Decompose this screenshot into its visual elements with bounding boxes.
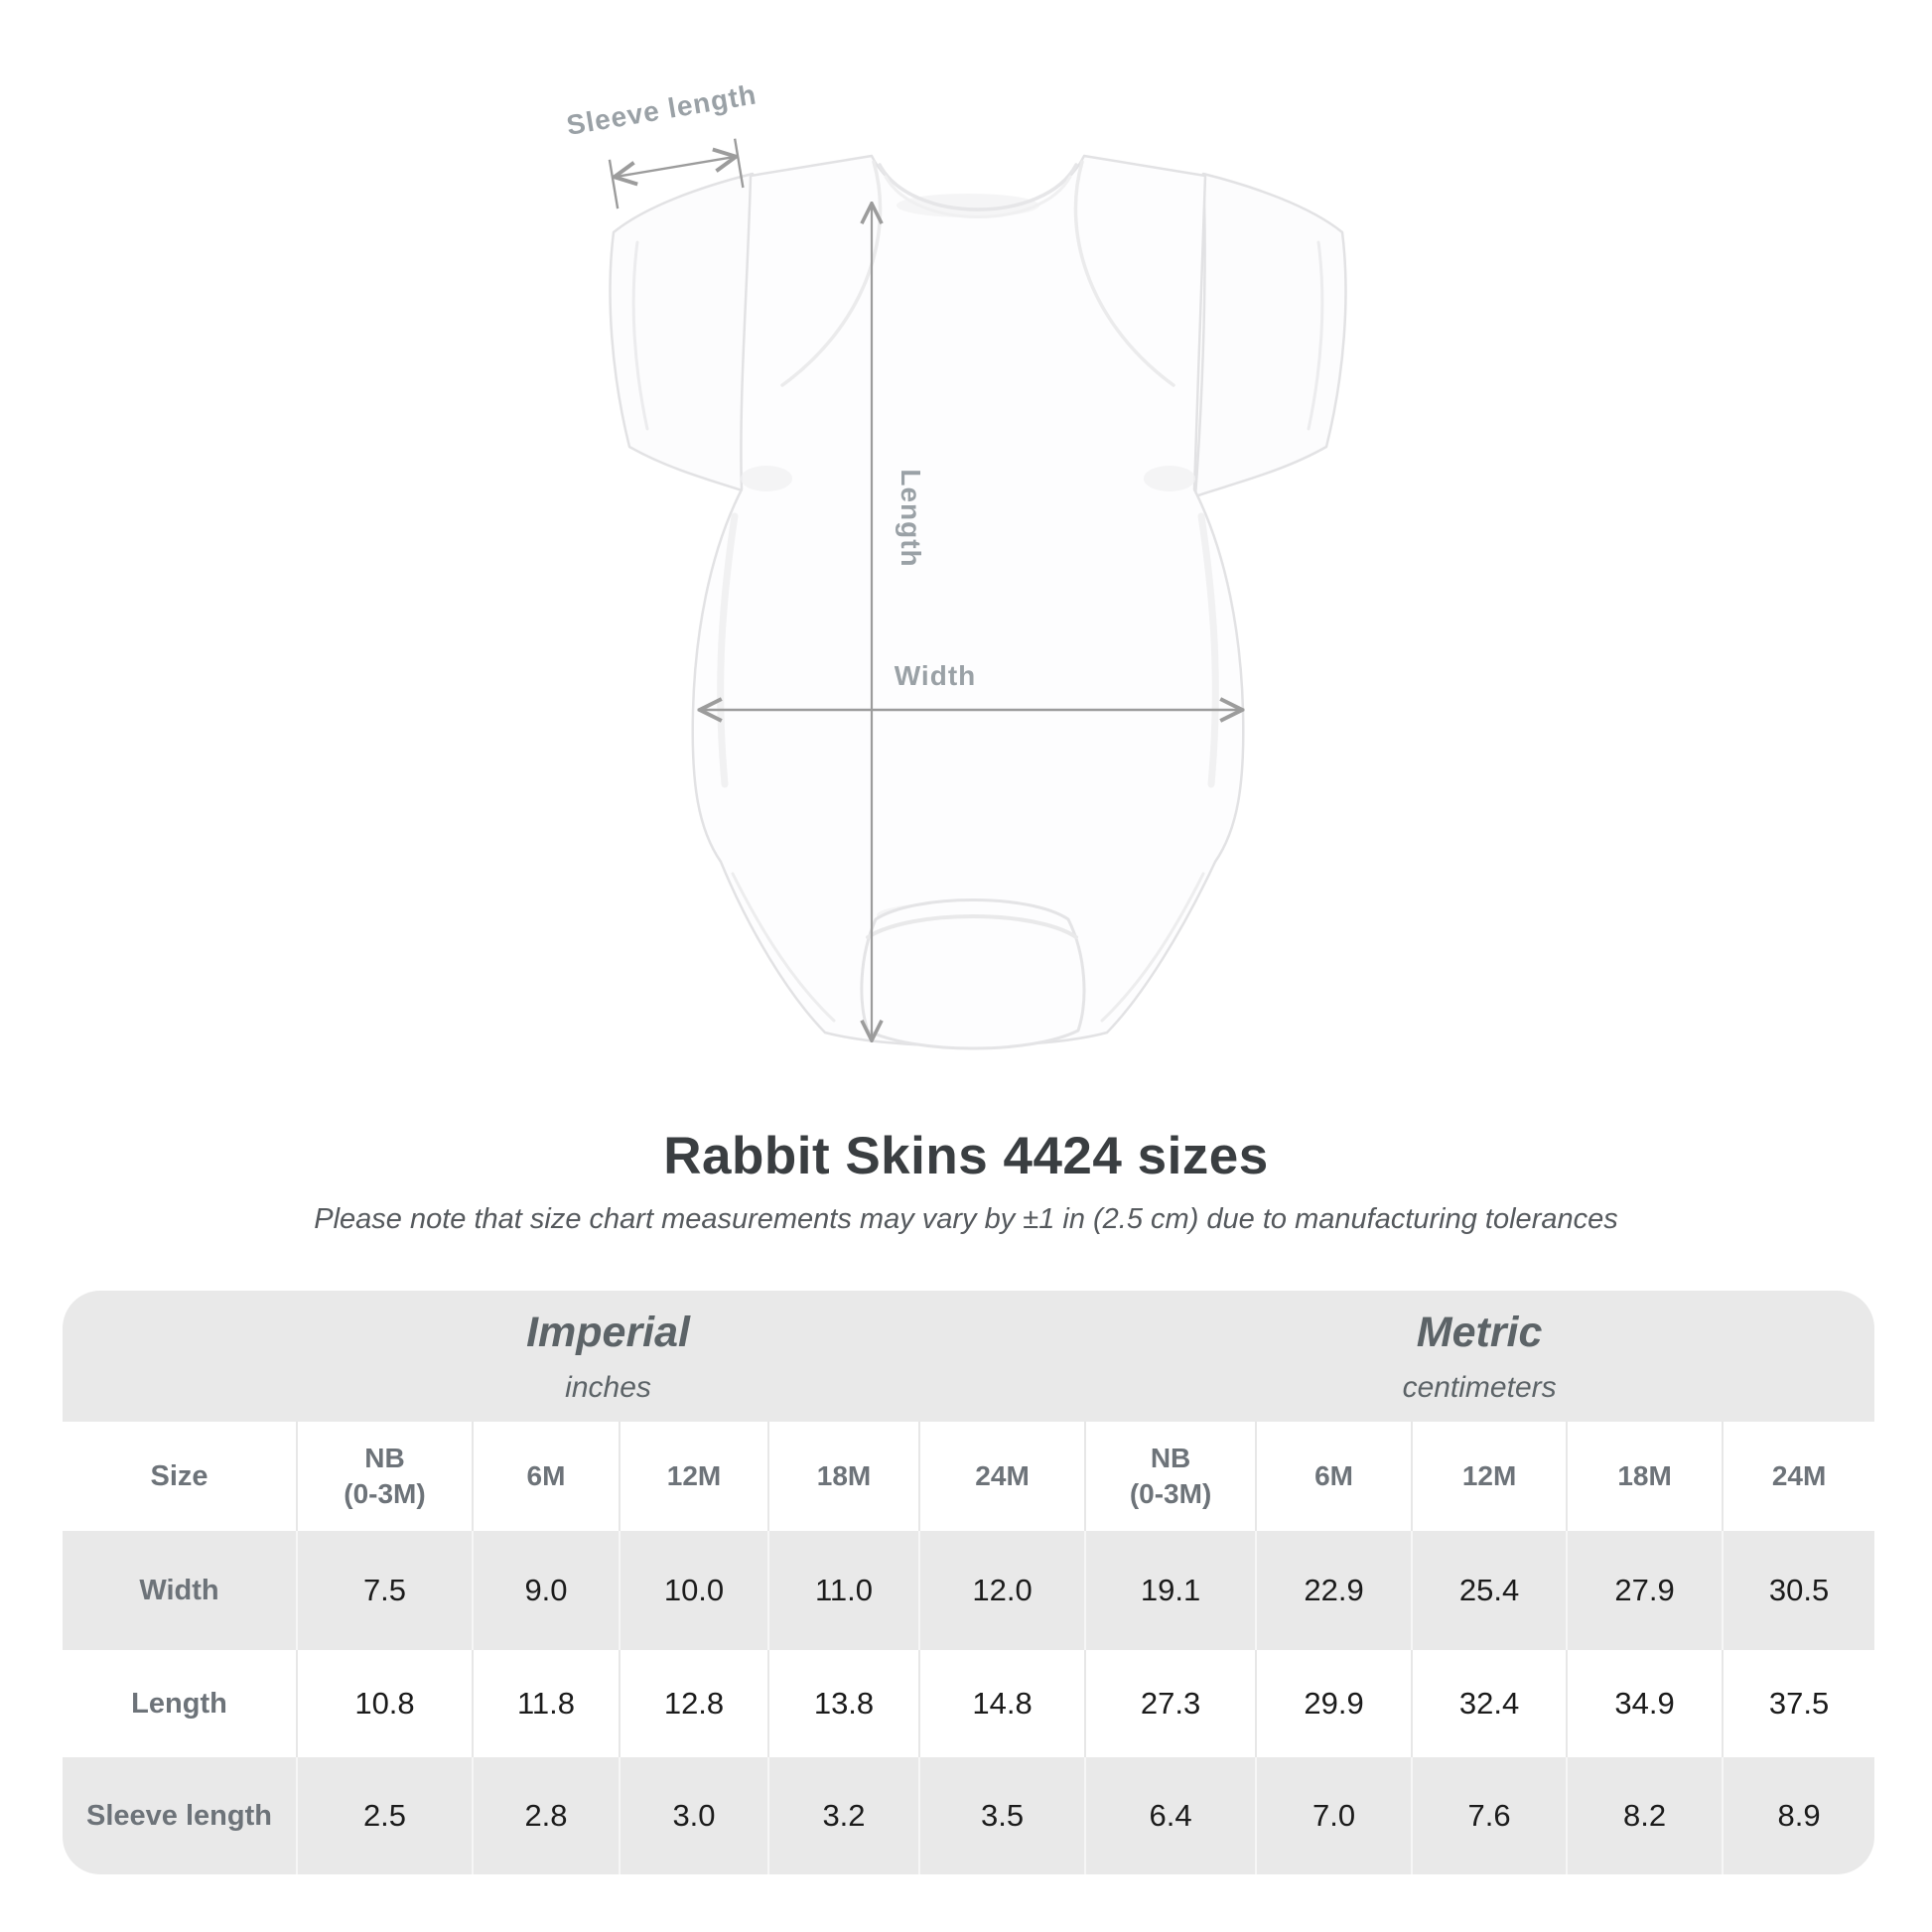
value: 3.2 [822, 1798, 866, 1833]
col-label: 18M [816, 1460, 872, 1491]
data-cell [1411, 1757, 1566, 1874]
row-label-cell [63, 1757, 296, 1874]
data-cell [1084, 1757, 1255, 1874]
col-header-nb-imperial [296, 1422, 472, 1531]
value: 22.9 [1304, 1573, 1364, 1607]
value: 3.0 [672, 1798, 716, 1833]
value: 10.8 [354, 1686, 415, 1721]
col-label: NB [1150, 1443, 1191, 1473]
col-header-18m-metric [1566, 1422, 1722, 1531]
value: 27.9 [1614, 1573, 1675, 1607]
data-cell [1722, 1757, 1874, 1874]
col-label: 12M [666, 1460, 722, 1491]
value: 25.4 [1458, 1573, 1520, 1607]
row-label: Width [139, 1574, 219, 1606]
data-cell [1722, 1531, 1874, 1650]
value: 8.9 [1777, 1798, 1821, 1833]
col-label: 24M [975, 1460, 1030, 1491]
col-label: 24M [1771, 1460, 1827, 1491]
data-cell [918, 1531, 1084, 1650]
col-header-6m-metric [1255, 1422, 1411, 1531]
metric-label: Metric [1416, 1308, 1543, 1356]
col-label: 6M [1314, 1460, 1354, 1491]
value: 8.2 [1623, 1798, 1667, 1833]
value: 27.3 [1140, 1686, 1201, 1721]
col-header-6m-imperial [472, 1422, 619, 1531]
value: 10.0 [663, 1573, 725, 1607]
col-header-18m-imperial [767, 1422, 918, 1531]
value: 34.9 [1614, 1686, 1675, 1721]
column-header-row [63, 1422, 1874, 1531]
value: 13.8 [813, 1686, 875, 1721]
col-header-24m-imperial [918, 1422, 1084, 1531]
size-table [63, 1291, 1874, 1874]
data-cell [296, 1531, 472, 1650]
data-cell [767, 1757, 918, 1874]
data-cell [472, 1650, 619, 1757]
col-header-24m-metric [1722, 1422, 1874, 1531]
length-label: Length [896, 469, 926, 568]
col-label: 6M [526, 1460, 566, 1491]
data-cell [1566, 1650, 1722, 1757]
col-header-12m-imperial [619, 1422, 767, 1531]
table-row-width [63, 1531, 1874, 1650]
col-label: 12M [1461, 1460, 1517, 1491]
data-cell [296, 1757, 472, 1874]
page-title: Rabbit Skins 4424 sizes [663, 1127, 1269, 1185]
col-label: 18M [1617, 1460, 1672, 1491]
data-cell [1255, 1650, 1411, 1757]
value: 19.1 [1140, 1573, 1201, 1607]
col-label-sub: (0-3M) [1129, 1478, 1212, 1509]
page-subtitle: Please note that size chart measurements may vary by ±1 in (2.5 cm) due to manufacturing tolerances [314, 1203, 1618, 1235]
table-row-sleeve-length [63, 1757, 1874, 1874]
data-cell [619, 1531, 767, 1650]
col-header-nb-metric [1084, 1422, 1255, 1531]
value: 11.0 [814, 1573, 874, 1607]
data-cell [918, 1757, 1084, 1874]
row-label-cell [63, 1531, 296, 1650]
value: 12.8 [663, 1686, 725, 1721]
metric-unit-label: centimeters [1402, 1370, 1557, 1404]
size-header-cell [63, 1422, 296, 1531]
sleeve-length-label: Sleeve length [564, 78, 759, 141]
unit-header-row [63, 1291, 1874, 1422]
sleeve-arrow-line [617, 157, 734, 177]
data-cell [1566, 1757, 1722, 1874]
left-armpit-shadow [741, 466, 792, 491]
row-label: Sleeve length [86, 1799, 272, 1832]
value: 2.5 [362, 1798, 407, 1833]
value: 11.8 [516, 1686, 576, 1721]
data-cell [1084, 1531, 1255, 1650]
data-cell [472, 1531, 619, 1650]
col-header-12m-metric [1411, 1422, 1566, 1531]
data-cell [296, 1650, 472, 1757]
bodysuit-illustration [611, 156, 1346, 1048]
value: 29.9 [1304, 1686, 1364, 1721]
value: 7.0 [1312, 1798, 1356, 1833]
col-label: NB [364, 1443, 405, 1473]
sleeve-arrow-tick-left [610, 160, 618, 208]
right-armpit-shadow [1144, 466, 1195, 491]
value: 30.5 [1768, 1573, 1830, 1607]
data-cell [1411, 1531, 1566, 1650]
data-cell [1722, 1650, 1874, 1757]
imperial-label: Imperial [526, 1308, 690, 1356]
value: 2.8 [524, 1798, 568, 1833]
table-row-length [63, 1650, 1874, 1757]
value: 7.5 [362, 1573, 407, 1607]
right-sleeve [1195, 174, 1345, 496]
col-label-sub: (0-3M) [344, 1478, 426, 1509]
value: 9.0 [524, 1573, 568, 1607]
value: 14.8 [972, 1686, 1033, 1721]
imperial-unit-label: inches [565, 1370, 651, 1404]
data-cell [1566, 1531, 1722, 1650]
value: 12.0 [972, 1573, 1033, 1607]
left-sleeve [611, 174, 760, 496]
data-cell [1255, 1531, 1411, 1650]
row-label-cell [63, 1650, 296, 1757]
data-cell [1411, 1650, 1566, 1757]
metric-header-cell [1084, 1291, 1874, 1422]
data-cell [918, 1650, 1084, 1757]
data-cell [767, 1531, 918, 1650]
value: 3.5 [980, 1798, 1025, 1833]
data-cell [619, 1757, 767, 1874]
value: 7.6 [1467, 1798, 1511, 1833]
data-cell [472, 1757, 619, 1874]
value: 32.4 [1458, 1686, 1520, 1721]
data-cell [1084, 1650, 1255, 1757]
value: 37.5 [1768, 1686, 1830, 1721]
row-label: Length [131, 1687, 227, 1720]
data-cell [1255, 1757, 1411, 1874]
data-cell [767, 1650, 918, 1757]
data-cell [619, 1650, 767, 1757]
width-label: Width [894, 660, 977, 691]
snap-flap [862, 900, 1084, 1049]
value: 6.4 [1149, 1798, 1192, 1833]
size-header-label: Size [150, 1459, 208, 1492]
imperial-header-cell [63, 1291, 1084, 1422]
